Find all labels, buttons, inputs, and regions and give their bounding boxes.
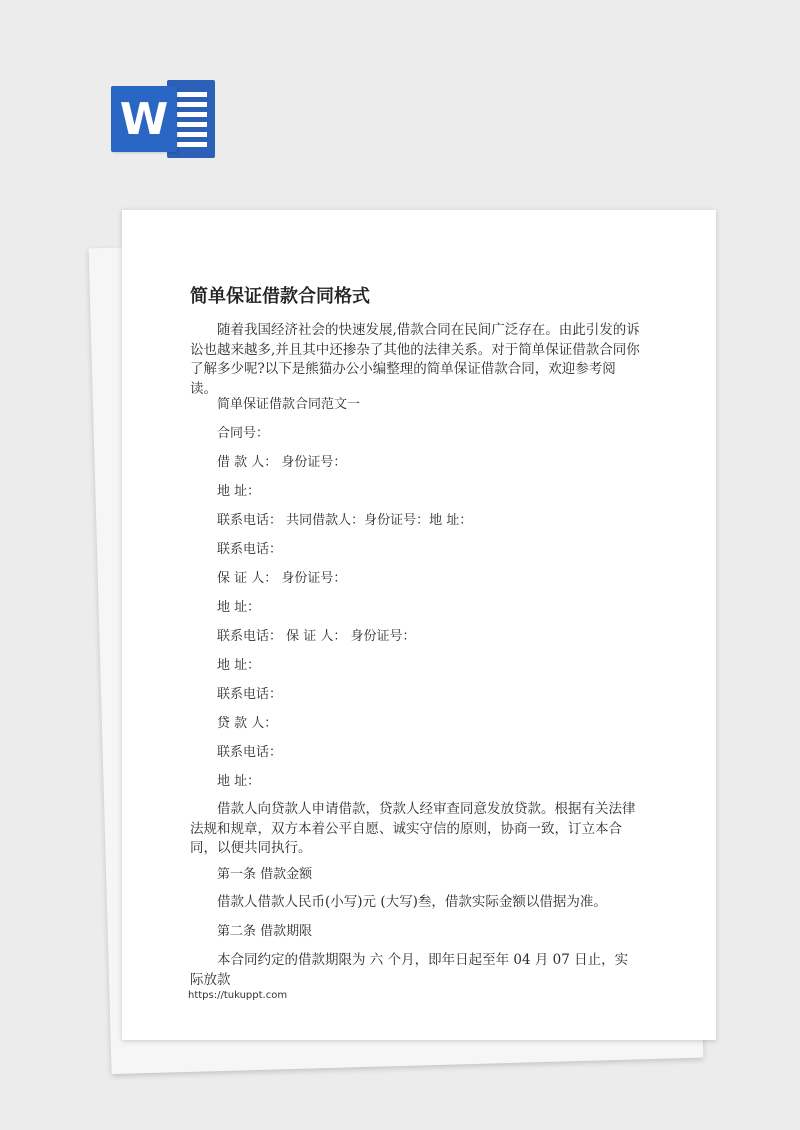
article-1-text: 借款人借款人民币(小写)元 (大写)叁，借款实际金额以借据为准。 [217,894,607,910]
word-icon-letter: W [111,86,177,152]
field-phone-coborrower: 联系电话： 共同借款人：身份证号：地 址： [217,513,473,528]
document-title: 简单保证借款合同格式 [190,286,370,307]
footer-url: https://tukuppt.com [188,990,288,1001]
field-address: 地 址： [217,774,261,789]
field-address: 地 址： [217,484,261,499]
field-phone: 联系电话： [217,687,283,702]
intro-paragraph: 随着我国经济社会的快速发展,借款合同在民间广泛存在。由此引发的诉讼也越来越多,并且其中还掺杂了其他的法律关系。对于简单保证借款合同你了解多少呢?以下是熊猫办公小编整理的简单保证借款合同，欢迎参考阅读。 [190,322,640,397]
article-2-text: 本合同约定的借款期限为 六 个月，即年日起至年 04 月 07 日止，实际放款 [190,952,629,988]
field-address: 地 址： [217,658,261,673]
field-phone-guarantor: 联系电话： 保 证 人： 身份证号： [217,629,416,644]
article-2-title: 第二条 借款期限 [217,924,313,939]
field-guarantor: 保 证 人： 身份证号： [217,571,347,586]
field-contract-number: 合同号： [217,426,270,441]
field-phone: 联系电话： [217,542,283,557]
field-address: 地 址： [217,600,261,615]
field-borrower: 借 款 人： 身份证号： [217,455,347,470]
word-document-icon [111,80,215,158]
field-lender: 贷 款 人： [217,716,278,731]
terms-paragraph: 借款人向贷款人申请借款，贷款人经审查同意发放贷款。根据有关法律法规和规章，双方本着公平自愿、诚实守信的原则，协商一致，订立本合同，以便共同执行。 [190,801,636,856]
contract-sample-heading: 简单保证借款合同范文一 [217,397,361,412]
article-1-title: 第一条 借款金额 [217,867,313,882]
document-page [122,210,716,1040]
field-phone: 联系电话： [217,745,283,760]
